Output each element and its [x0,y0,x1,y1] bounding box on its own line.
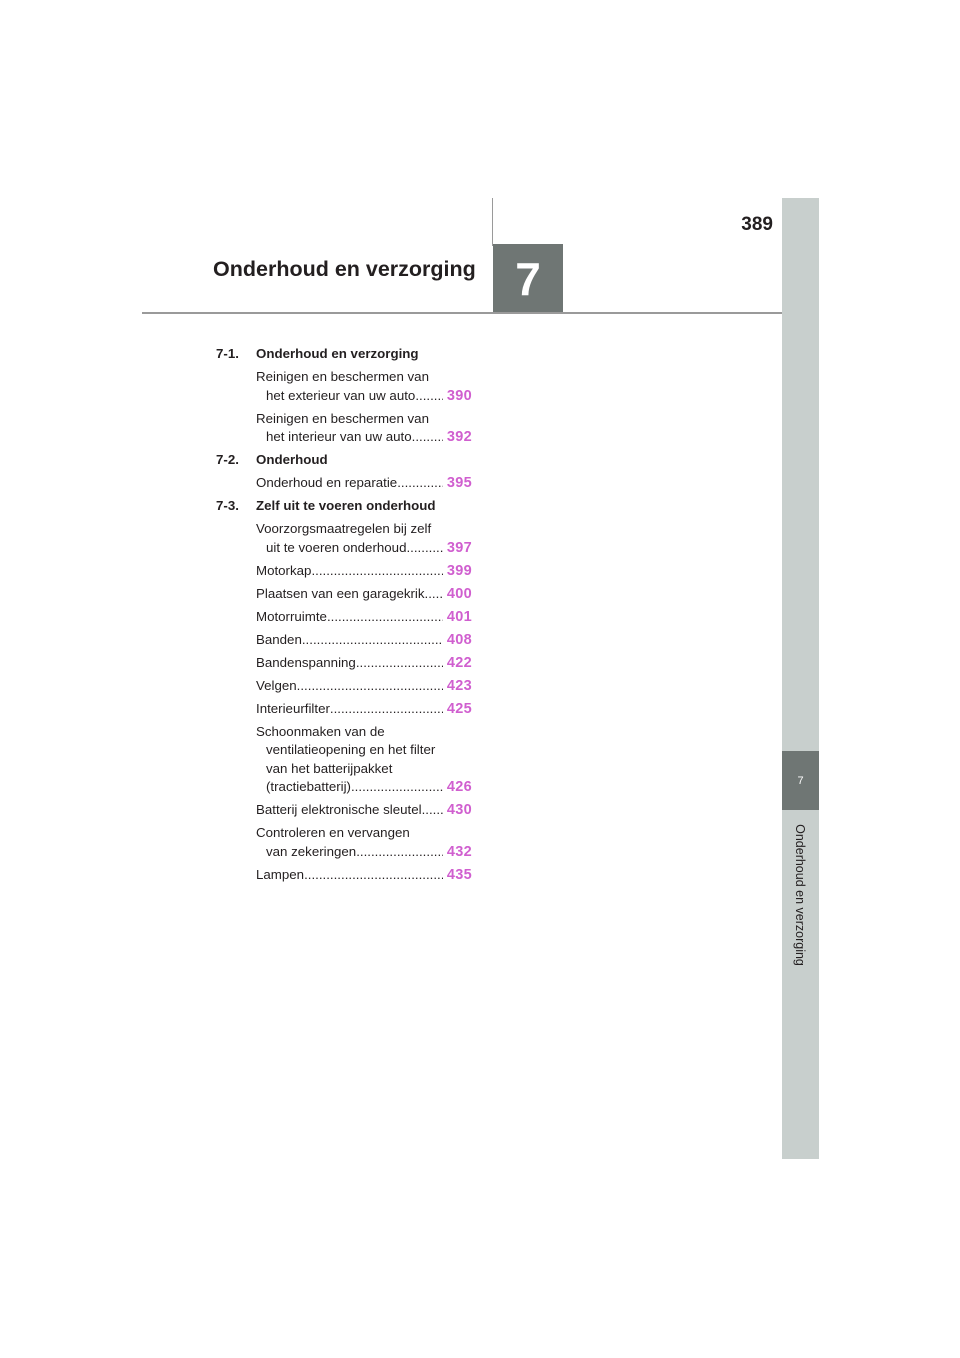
toc-entry-title: Motorruimte [256,608,327,624]
dot-leader [311,562,442,581]
toc-entry[interactable] [216,866,472,885]
page-reference-link[interactable]: 426 [446,779,472,795]
page-reference-link[interactable]: 400 [446,585,472,602]
toc-entry[interactable] [216,677,472,696]
toc-entry-title: van zekeringen [266,843,357,859]
toc-entry[interactable] [216,631,472,650]
dot-leader [356,843,443,862]
toc-entry-title: het interieur van uw auto [266,429,412,444]
dot-leader [356,654,443,673]
toc-entry-title: Batterij elektronische sleutel [256,802,422,817]
page-reference-link[interactable]: 399 [446,562,472,579]
toc-entry-title: Banden [256,631,302,647]
toc-entry-title: Velgen [256,677,297,693]
toc-entry[interactable] [216,654,472,673]
toc-entry-title: Onderhoud en reparatie [256,475,398,490]
dot-leader [406,539,442,558]
side-tab-chapter-number[interactable]: 7 [782,751,819,810]
dot-leader [327,608,443,627]
toc-entry[interactable] [216,723,472,797]
section-title: Onderhoud [256,452,328,467]
toc-entry-text-line: ventilatieopening en het filter [266,742,436,757]
dot-leader [351,778,443,797]
page-reference-link[interactable]: 422 [446,654,472,671]
toc-entry[interactable] [216,368,472,405]
toc-entry-title: Interieurfilter [256,700,330,716]
dot-leader [412,428,443,447]
dot-leader [330,700,443,719]
toc-entry-text-line: van het batterijpakket [266,760,393,776]
toc-entry-text-line: Schoonmaken van de [256,723,385,739]
header-divider-horizontal [142,312,782,314]
page-reference-link[interactable]: 408 [446,631,472,648]
page-reference-link[interactable]: 435 [446,866,472,883]
page-reference-link[interactable]: 390 [446,387,472,404]
toc-entry-title: Motorkap [256,562,312,578]
page-reference-link[interactable]: 392 [446,429,472,445]
page-reference-link[interactable]: 425 [446,700,472,717]
page-reference-link[interactable]: 395 [446,475,472,491]
dot-leader [397,474,443,493]
toc-entry[interactable] [216,801,472,820]
toc-entry[interactable] [216,520,472,557]
toc-entry[interactable] [216,562,472,581]
toc-entry[interactable] [216,585,472,604]
page-reference-link[interactable]: 397 [446,539,472,556]
toc-entry[interactable] [216,824,472,861]
toc-section-heading[interactable] [216,345,472,364]
dot-leader [415,387,443,406]
toc-entry-title: (tractiebatterij) [266,779,351,794]
toc-entry-title: Lampen [256,866,305,882]
dot-leader [422,801,443,820]
section-title: Zelf uit te voeren onderhoud [256,498,436,513]
dot-leader [297,677,443,696]
toc-entry[interactable] [216,410,472,447]
dot-leader [304,866,443,885]
page-reference-link[interactable]: 423 [446,677,472,694]
toc-section-heading[interactable] [216,497,472,516]
toc-entry-title: het exterieur van uw auto [266,387,416,403]
header-divider-vertical [492,198,493,246]
toc-entry-title: uit te voeren onderhoud [266,539,407,555]
section-number: 7-1. [216,346,239,361]
chapter-title: Onderhoud en verzorging [213,257,476,281]
toc-entry[interactable] [216,700,472,719]
toc-entry-text-line: Reinigen en beschermen van [256,410,429,426]
dot-leader [302,631,443,650]
toc-entry[interactable] [216,608,472,627]
dot-leader [425,585,443,604]
section-number: 7-3. [216,498,239,513]
toc-entry-title: Plaatsen van een garagekrik [256,585,425,601]
section-number: 7-2. [216,452,239,467]
side-tab-label: Onderhoud en verzorging [793,824,807,966]
page-reference-link[interactable]: 430 [446,802,472,818]
toc-entry-text-line: Controleren en vervangen [256,825,410,840]
side-thumb-tab[interactable] [782,198,819,1159]
page-reference-link[interactable]: 432 [446,843,472,860]
toc-section-heading[interactable] [216,451,472,470]
toc-entry-text-line: Voorzorgsmaatregelen bij zelf [256,521,432,536]
toc-entry-title: Bandenspanning [256,654,356,670]
section-title: Onderhoud en verzorging [256,346,419,361]
page-number: 389 [741,214,773,235]
chapter-number-box: 7 [493,244,563,313]
toc-entry[interactable] [216,474,472,493]
toc-entry-text-line: Reinigen en beschermen van [256,369,429,384]
page-reference-link[interactable]: 401 [446,608,472,625]
table-of-contents [216,345,472,889]
